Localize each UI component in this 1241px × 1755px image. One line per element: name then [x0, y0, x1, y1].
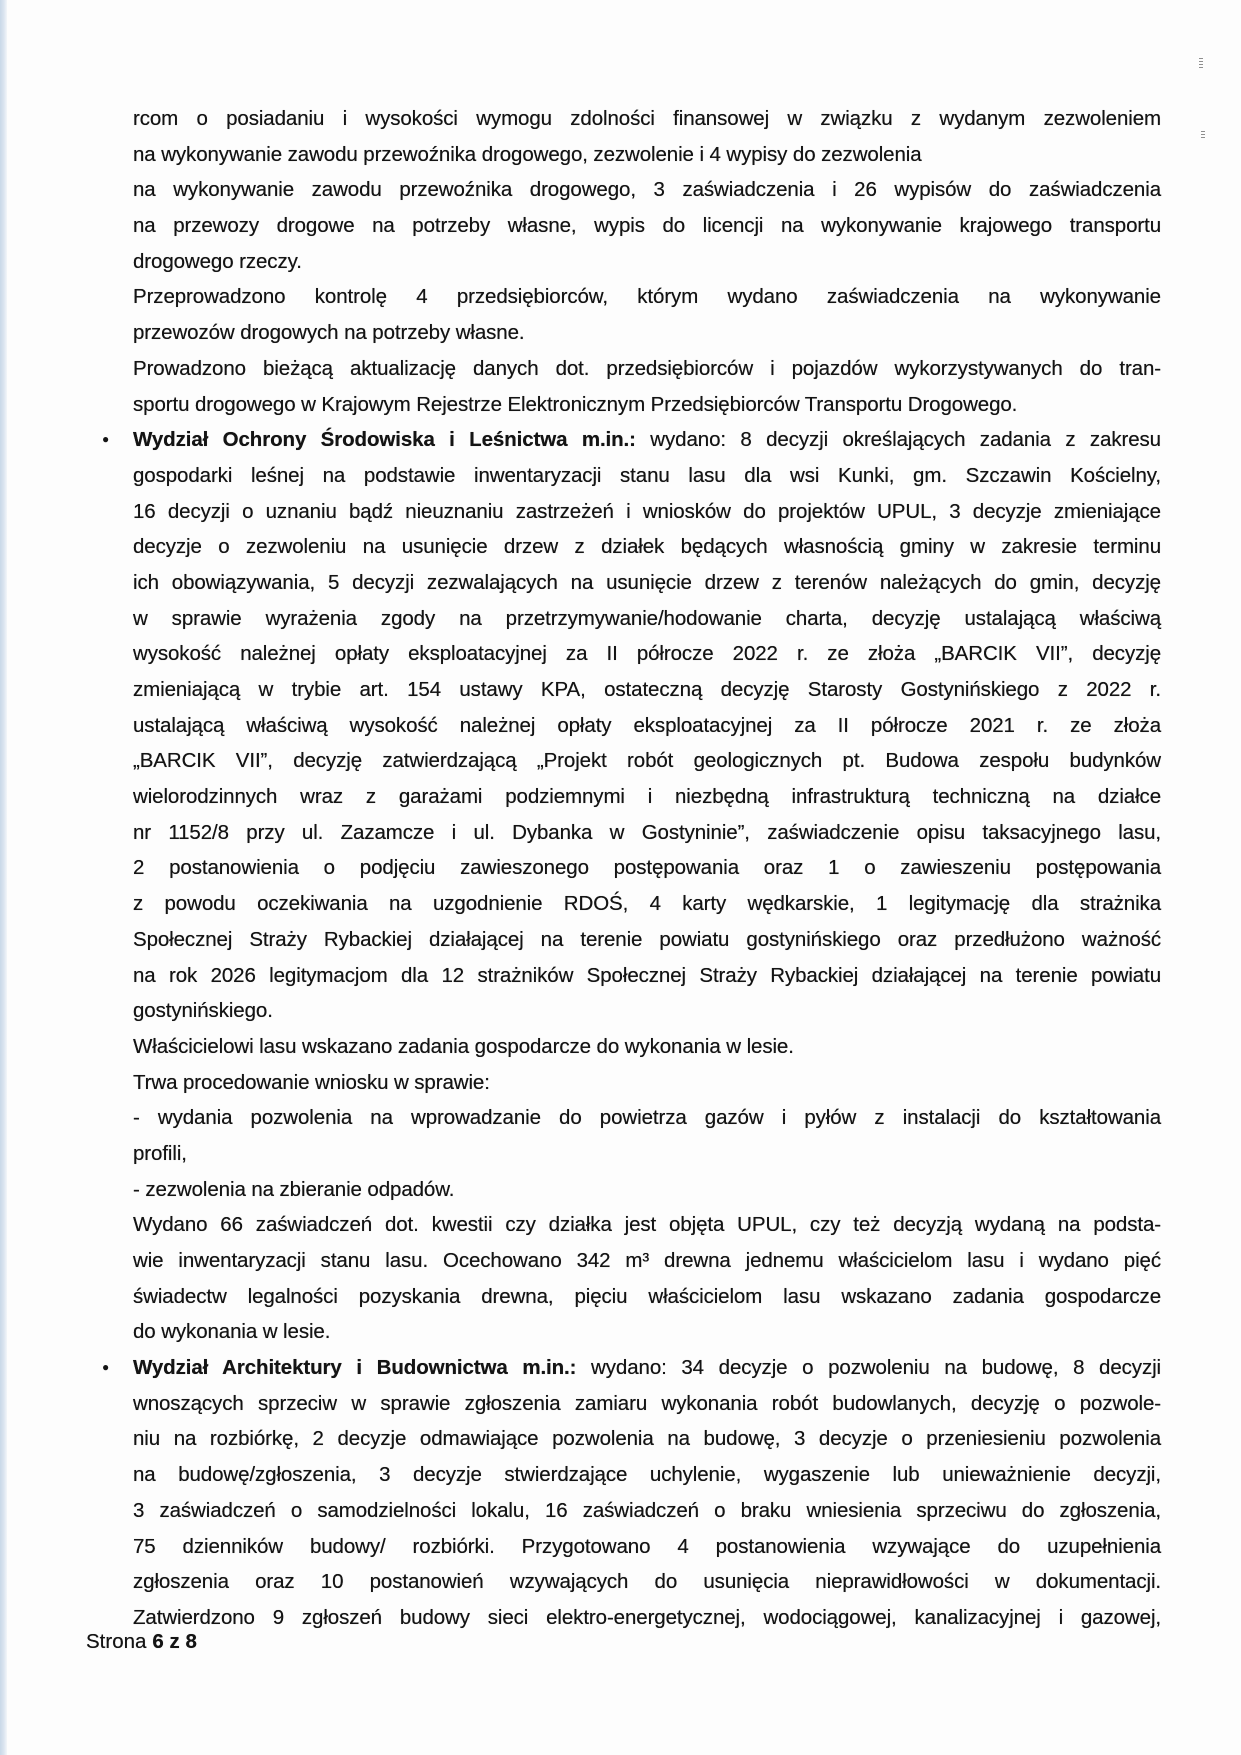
document-body — [102, 101, 1162, 1636]
line-text: ustalającą właściwą wysokość należnej opłaty eksploatacyjnej za II półrocze 2021 r. ze złoża — [133, 713, 1161, 737]
text-line — [133, 1564, 1161, 1600]
line-text: Społecznej Straży Rybackiej działającej na terenie powiatu gostynińskiego oraz przedłużono ważność — [133, 927, 1161, 951]
footer-label: Strona — [86, 1630, 147, 1653]
line-text: decyzje o zezwoleniu na usunięcie drzew z działek będących własnością gminy w zakresie terminu — [133, 535, 1161, 559]
text-line — [133, 1136, 1161, 1172]
line-text: 16 decyzji o uznaniu bądź nieuznaniu zastrzeżeń i wniosków do projektów UPUL, 3 decyzje zmieniające — [133, 499, 1161, 523]
line-text: 3 zaświadczeń o samodzielności lokalu, 16 zaświadczeń o braku wniesienia sprzeciwu do zgłoszenia, — [133, 1498, 1161, 1522]
text-line — [133, 244, 1161, 280]
line-text: gostynińskiego. — [133, 999, 273, 1023]
line-text: w sprawie wyrażenia zgody na przetrzymywanie/hodowanie charta, decyzję ustalającą właściwą — [133, 606, 1161, 630]
text-line — [133, 529, 1161, 565]
bullet-text-line — [102, 422, 1161, 458]
text-line — [133, 172, 1161, 208]
line-text: nr 1152/8 przy ul. Zazamcze i ul. Dybanka w Gostyninie”, zaświadczenie opisu taksacyjnego lasu, — [133, 820, 1161, 844]
section-heading: Wydział Ochrony Środowiska i Leśnictwa m.in.: — [133, 428, 636, 452]
line-text: 75 dzienników budowy/ rozbiórki. Przygotowano 4 postanowienia wzywające do uzupełnienia — [133, 1534, 1161, 1558]
text-line — [133, 458, 1161, 494]
text-line — [133, 1493, 1161, 1529]
line-text: Przeprowadzono kontrolę 4 przedsiębiorców, którym wydano zaświadczenia na wykonywanie — [133, 285, 1161, 309]
bullet-icon: ● — [102, 432, 110, 447]
text-line — [133, 672, 1161, 708]
line-text: drogowego rzeczy. — [133, 249, 302, 273]
line-text: na budowę/zgłoszenia, 3 decyzje stwierdzające uchylenie, wygaszenie lub unieważnienie decyzji, — [133, 1463, 1161, 1487]
text-line — [133, 958, 1161, 994]
line-text: wie inwentaryzacji stanu lasu. Ocechowano 342 m³ drewna jednemu właścicielom lasu i wydano pięć — [133, 1249, 1161, 1272]
line-text: zmieniającą w trybie art. 154 ustawy KPA, ostateczną decyzję Starosty Gostynińskiego z 2022 r. — [133, 678, 1161, 701]
line-text: do wykonania w lesie. — [133, 1320, 331, 1344]
line-text: gospodarki leśnej na podstawie inwentaryzacji stanu lasu dla wsi Kunki, gm. Szczawin Kościelny, — [133, 463, 1161, 487]
line-text: wydano: 34 decyzje o pozwoleniu na budowę, 8 decyzji — [576, 1356, 1162, 1380]
text-line — [133, 1100, 1161, 1136]
line-text: zgłoszenia oraz 10 postanowień wzywających do usunięcia nieprawidłowości w dokumentacji. — [133, 1570, 1161, 1594]
line-text: wydano: 8 decyzji określających zadania z zakresu — [635, 428, 1161, 452]
text-line — [133, 993, 1161, 1029]
page-footer — [86, 1627, 197, 1657]
line-text: Trwa procedowanie wniosku w sprawie: — [133, 1070, 490, 1094]
line-text: Prowadzono bieżącą aktualizację danych dot. przedsiębiorców i pojazdów wykorzystywanych do tran- — [133, 356, 1161, 380]
text-line — [133, 886, 1161, 922]
line-text: na wykonywanie zawodu przewoźnika drogowego, zezwolenie i 4 wypisy do zezwolenia — [133, 142, 922, 166]
line-text: profili, — [133, 1141, 187, 1165]
bullet-icon: ● — [102, 1360, 110, 1375]
bullet-text-line — [102, 1350, 1162, 1386]
text-line — [133, 279, 1161, 315]
text-line — [133, 387, 1161, 423]
line-text: niu na rozbiórkę, 2 decyzje odmawiające pozwolenia na budowę, 3 decyzje o przeniesieniu pozwolenia — [133, 1427, 1161, 1451]
page-number: 6 z 8 — [152, 1630, 197, 1653]
text-line — [133, 1029, 1161, 1065]
line-text: rcom o posiadaniu i wysokości wymogu zdolności finansowej w związku z wydanym zezwoleniem — [133, 107, 1161, 130]
text-line — [133, 1172, 1161, 1208]
line-text: sportu drogowego w Krajowym Rejestrze Elektronicznym Przedsiębiorców Transportu Drogowego. — [133, 392, 1018, 416]
line-text: - zezwolenia na zbieranie odpadów. — [133, 1177, 455, 1201]
text-line — [133, 1314, 1161, 1350]
text-line — [133, 137, 1161, 173]
line-text: Wydano 66 zaświadczeń dot. kwestii czy działka jest objęta UPUL, czy też decyzją wydaną na podsta- — [133, 1213, 1161, 1237]
section-heading: Wydział Architektury i Budownictwa m.in.: — [133, 1356, 577, 1380]
line-text: Zatwierdzono 9 zgłoszeń budowy sieci elektro-energetycznej, wodociągowej, kanalizacyjnej i gazowej, — [133, 1605, 1161, 1629]
line-text: „BARCIK VII”, decyzję zatwierdzającą „Projekt robót geologicznych pt. Budowa zespołu budynków — [133, 749, 1161, 773]
text-line — [133, 708, 1161, 744]
text-line — [133, 1279, 1161, 1315]
line-text: - wydania pozwolenia na wprowadzanie do powietrza gazów i pyłów z instalacji do kształtowania — [133, 1106, 1161, 1130]
line-text: świadectw legalności pozyskania drewna, pięciu właścicielom lasu wskazano zadania gospodarcze — [133, 1284, 1161, 1308]
text-line — [133, 1421, 1161, 1457]
text-line — [133, 636, 1161, 672]
text-line — [133, 743, 1161, 779]
text-line — [133, 1600, 1161, 1636]
line-text: na rok 2026 legitymacjom dla 12 strażników Społecznej Straży Rybackiej działającej na terenie powiatu — [133, 963, 1161, 987]
text-line — [133, 779, 1161, 815]
line-text: ich obowiązywania, 5 decyzji zezwalających na usunięcie drzew z terenów należących do gmin, decyzję — [133, 570, 1161, 594]
text-line — [133, 850, 1161, 886]
line-text: Właścicielowi lasu wskazano zadania gospodarcze do wykonania w lesie. — [133, 1034, 794, 1058]
text-line — [133, 208, 1161, 244]
scan-speck — [1199, 58, 1203, 68]
line-text: 2 postanowienia o podjęciu zawieszonego postępowania oraz 1 o zawieszeniu postępowania — [133, 856, 1161, 880]
text-line — [133, 1386, 1161, 1422]
text-line — [133, 1065, 1161, 1101]
text-line — [133, 351, 1161, 387]
line-text: wnoszących sprzeciw w sprawie zgłoszenia zamiaru wykonania robót budowlanych, decyzję o pozwole- — [133, 1391, 1161, 1415]
text-line — [133, 315, 1161, 351]
text-line — [133, 565, 1161, 601]
text-line — [133, 815, 1161, 851]
line-text: wysokość należnej opłaty eksploatacyjnej za II półrocze 2022 r. ze złoża „BARCIK VII”, decyzję — [133, 642, 1161, 666]
text-line — [133, 494, 1161, 530]
line-text: na przewozy drogowe na potrzeby własne, wypis do licencji na wykonywanie krajowego transportu — [133, 214, 1161, 238]
line-text: wielorodzinnych wraz z garażami podziemnymi i niezbędną infrastrukturą techniczną na działce — [133, 785, 1161, 809]
line-text: przewozów drogowych na potrzeby własne. — [133, 321, 525, 345]
line-text: na wykonywanie zawodu przewoźnika drogowego, 3 zaświadczenia i 26 wypisów do zaświadczenia — [133, 178, 1161, 202]
text-line — [133, 1529, 1161, 1565]
text-line — [133, 601, 1161, 637]
scan-edge-strip — [0, 0, 7, 1755]
text-line — [133, 1457, 1161, 1493]
text-line — [133, 1207, 1161, 1243]
text-line — [133, 922, 1161, 958]
text-line — [133, 1243, 1161, 1279]
text-line — [133, 101, 1161, 137]
line-text: z powodu oczekiwania na uzgodnienie RDOŚ, 4 karty wędkarskie, 1 legitymację dla strażnika — [133, 892, 1161, 916]
scan-speck — [1201, 131, 1205, 138]
